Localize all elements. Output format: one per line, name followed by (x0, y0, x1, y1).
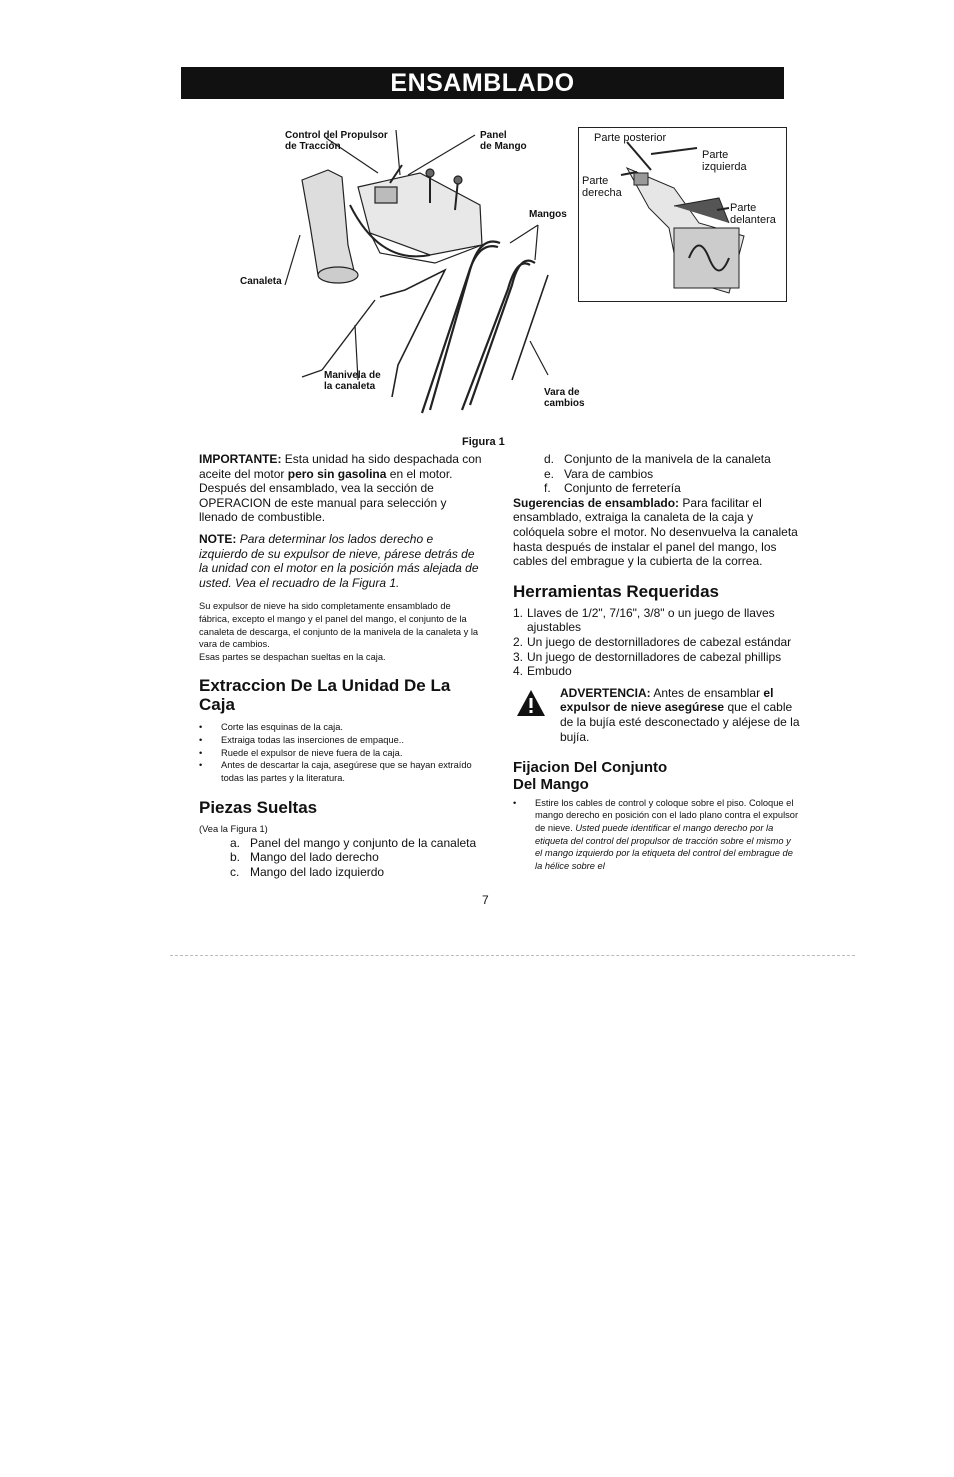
list-item: • Ruede el expulsor de nieve fuera de la caja. (199, 747, 483, 760)
list-item: e. Vara de cambios (544, 466, 654, 481)
list-item: d. Conjunto de la manivela de la canaleta (544, 452, 771, 466)
list-item: • Antes de descartar la caja, asegúrese que se hayan extraído todas las partes y la literatura. (199, 759, 483, 784)
label-canaleta: Canaleta (240, 276, 282, 287)
left-column (199, 452, 483, 880)
list-item: 2. Un juego de destornilladores de cabezal estándar (513, 634, 792, 649)
right-column (513, 452, 799, 872)
divider (170, 955, 855, 956)
orientation-inset (578, 127, 787, 302)
list-item: b. Mango del lado derecho (230, 850, 379, 865)
advertencia-paragraph: ADVERTENCIA: Antes de ensamblar el expulsor de nieve asegúrese que el cable de la bujía esté desconectado y aléjese de la bujía. (560, 685, 800, 744)
label-mangos: Mangos (529, 209, 567, 220)
label-manivela: Manivela de la canaleta (324, 370, 381, 392)
assembly-note: Su expulsor de nieve ha sido completamente ensamblado de fábrica, excepto el mango y el panel del mango, el conjunto de la canaleta de descarga, el conjunto de la manivela de la canaleta y la vara de cambios. (199, 601, 479, 650)
inset-label-delantera: Parte delantera (730, 202, 776, 226)
fijacion-list (513, 797, 799, 873)
list-item: • Corte las esquinas de la caja. (199, 721, 483, 734)
label-vara-cambios: Vara de cambios (544, 387, 585, 409)
piezas-ref: (Vea la Figura 1) (199, 824, 268, 835)
list-item: a. Panel del mango y conjunto de la canaleta (230, 835, 477, 850)
extraccion-list (199, 721, 483, 784)
list-item: 3. Un juego de destornilladores de cabezal phillips (513, 649, 782, 664)
snowblower-parts-drawing (230, 125, 600, 425)
page-title: ENSAMBLADO (181, 67, 784, 99)
piezas-heading: Piezas Sueltas (199, 798, 318, 818)
figure-caption: Figura 1 (462, 436, 505, 448)
list-item: 4. Embudo (513, 664, 572, 679)
list-item: • Estire los cables de control y coloque sobre el piso. Coloque el mango derecho en posición con el lado plano contra el expulsor de nieve. Usted puede identificar el mango derecho por la etiqueta del control del propulsor de tracción sobre el mismo y el mango izquierdo por la etiqueta del control del embrague de la hélice sobre el (513, 797, 799, 873)
inset-label-derecha: Parte derecha (582, 175, 622, 199)
piezas-list (230, 836, 483, 880)
inset-label-izquierda: Parte izquierda (702, 149, 747, 173)
note-paragraph: NOTE: Para determinar los lados derecho e izquierdo de su expulsor de nieve, párese detrás de la unidad con el motor en la posición más alejada de usted. Vea el recuadro de la Figura 1. (199, 531, 479, 590)
assembly-figure (230, 125, 600, 425)
herramientas-list (513, 606, 799, 679)
list-item: 1. Llaves de 1/2", 7/16", 3/8" o un juego de llaves ajustables (513, 605, 775, 635)
list-item: c. Mango del lado izquierdo (230, 865, 385, 880)
extraccion-heading: Extraccion De La Unidad De La Caja (199, 676, 451, 715)
list-item: f. Conjunto de ferretería (544, 481, 681, 496)
sugerencias-paragraph: Sugerencias de ensamblado: Para facilitar el ensamblado, extraiga la canaleta de la caja y colóquela sobre el motor. No desenvuelva la canaleta hasta después de instalar el panel del mango, los cables del embrague y la cubierta de la correa. (513, 495, 798, 569)
list-item: • Extraiga todas las inserciones de empaque.. (199, 734, 483, 747)
label-panel-mango: Panel de Mango (480, 130, 527, 152)
fijacion-heading: Fijacion Del Conjunto Del Mango (513, 758, 668, 793)
herramientas-heading: Herramientas Requeridas (513, 581, 719, 601)
label-control-propulsor: Control del Propulsor de Tracción (285, 130, 388, 152)
piezas-list-continued (544, 452, 799, 496)
advertencia-block (513, 686, 799, 746)
importante-paragraph: IMPORTANTE: Esta unidad ha sido despachada con aceite del motor pero sin gasolina en el motor. Después del ensamblado, vea la sección de OPERACION de este manual para selección y llenado de combustible. (199, 452, 482, 525)
warning-icon (516, 689, 546, 717)
loose-parts-note: Esas partes se despachan sueltas en la caja. (199, 651, 386, 662)
page-number: 7 (482, 893, 489, 907)
inset-label-posterior: Parte posterior (594, 132, 667, 144)
